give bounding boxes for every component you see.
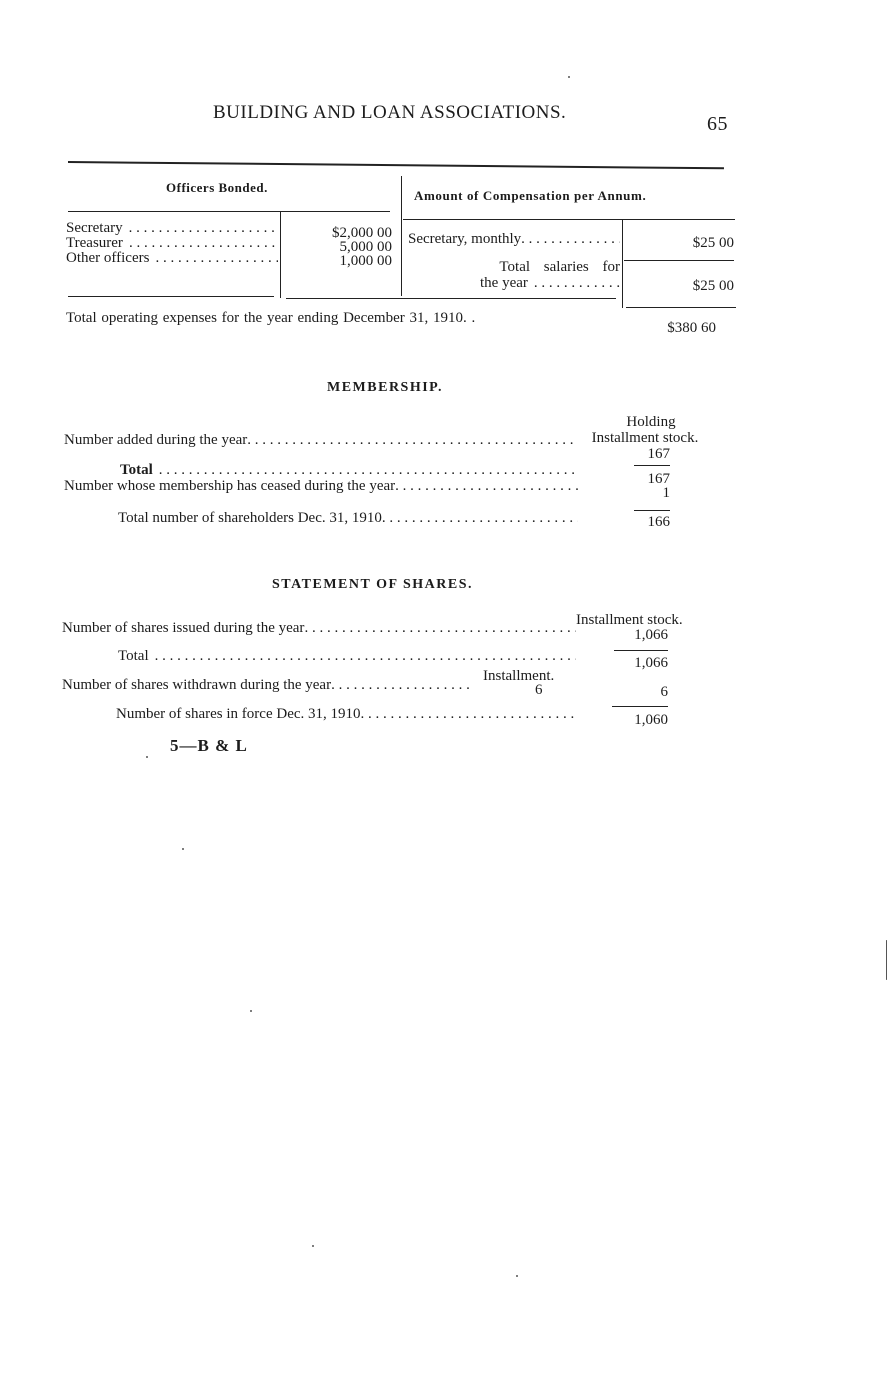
shares-withdrawn-installment: 6	[535, 682, 543, 698]
shares-withdrawn-row	[62, 677, 472, 694]
officers-bottom-rule	[68, 296, 274, 297]
officers-heading: Officers Bonded.	[166, 180, 268, 195]
compensation-secretary-label: Secretary, monthly	[408, 231, 522, 247]
compensation-total-label-line1: Total salaries for	[499, 259, 620, 275]
membership-added-label: Number added during the year	[64, 432, 248, 448]
shares-total-row	[118, 648, 576, 665]
shares-issued-row	[62, 620, 576, 637]
scan-speck	[568, 76, 570, 78]
compensation-amount-divider	[622, 220, 623, 308]
officers-amount-bottom-rule	[286, 298, 616, 299]
shares-total-label: Total	[118, 648, 149, 664]
membership-added-value: 167	[647, 446, 670, 462]
scan-speck	[312, 1245, 314, 1247]
membership-total-rule	[634, 465, 670, 466]
compensation-total-label	[460, 259, 620, 291]
shares-withdrawn-subheader: Installment.	[483, 668, 555, 684]
membership-column-header	[570, 414, 720, 446]
shares-in-force-row	[116, 706, 576, 723]
compensation-total-amount: $25 00	[692, 278, 734, 294]
membership-ceased-value: 1	[662, 485, 670, 501]
membership-column-header-line1: Holding	[626, 414, 676, 430]
compensation-mid-rule	[624, 260, 734, 261]
officer-amount: 1,000 00	[339, 253, 392, 269]
membership-total-row	[120, 462, 578, 479]
membership-shareholders-value: 166	[647, 514, 670, 530]
officers-amount-divider	[280, 212, 281, 298]
shares-withdrawn-label: Number of shares withdrawn during the year	[62, 677, 332, 693]
operating-expenses-label: Total operating expenses for the year ending December 31, 1910. .	[66, 310, 476, 326]
scan-speck	[182, 848, 184, 850]
membership-heading: MEMBERSHIP.	[327, 380, 443, 395]
membership-shareholders-row	[118, 510, 578, 527]
membership-total-label: Total	[120, 462, 153, 478]
compensation-bottom-rule	[626, 307, 736, 308]
shares-issued-label: Number of shares issued during the year	[62, 620, 305, 636]
table-top-rule	[68, 161, 724, 169]
officer-label: Secretary	[66, 220, 123, 236]
compensation-secretary-row	[408, 231, 620, 248]
shares-issued-value: 1,066	[634, 627, 668, 643]
compensation-total-label-line2: the year	[480, 275, 528, 291]
officer-amount: 5,000 00	[339, 239, 392, 255]
shares-in-force-value: 1,060	[634, 712, 668, 728]
compensation-secretary-amount: $25 00	[692, 235, 734, 251]
compensation-heading-rule	[403, 219, 735, 220]
table-center-divider	[401, 176, 402, 296]
membership-total-value: 167	[647, 471, 670, 487]
officer-row-label	[66, 221, 278, 266]
officer-amounts	[286, 226, 392, 268]
membership-ceased-label: Number whose membership has ceased during the year	[64, 478, 396, 494]
officer-label: Treasurer	[66, 235, 123, 251]
shares-total-value: 1,066	[634, 655, 668, 671]
shares-total-rule	[614, 650, 668, 651]
membership-ceased-row	[64, 478, 578, 495]
scan-speck	[886, 940, 887, 980]
officer-amount: $2,000 00	[332, 225, 392, 241]
membership-shareholders-label: Total number of shareholders Dec. 31, 1910	[118, 510, 382, 526]
shares-in-force-rule	[612, 706, 668, 707]
running-title: BUILDING AND LOAN ASSOCIATIONS.	[213, 102, 567, 123]
operating-expenses-amount: $380 60	[667, 320, 716, 336]
shares-withdrawn-value: 6	[660, 684, 668, 700]
membership-shareholders-rule	[634, 510, 670, 511]
compensation-heading: Amount of Compensation per Annum.	[414, 188, 647, 203]
scan-speck	[146, 756, 148, 758]
shares-heading: STATEMENT OF SHARES.	[272, 577, 474, 592]
page-number: 65	[707, 113, 728, 135]
membership-added-row	[64, 432, 578, 449]
scan-speck	[250, 1010, 252, 1012]
shares-column-header: Installment stock.	[576, 612, 683, 628]
scan-speck	[516, 1275, 518, 1277]
officers-heading-rule	[68, 211, 390, 212]
membership-column-header-line2: Installment stock.	[591, 430, 699, 446]
footer-signature: 5—B & L	[170, 736, 248, 755]
officer-label: Other officers	[66, 250, 150, 266]
shares-in-force-label: Number of shares in force Dec. 31, 1910	[116, 706, 361, 722]
